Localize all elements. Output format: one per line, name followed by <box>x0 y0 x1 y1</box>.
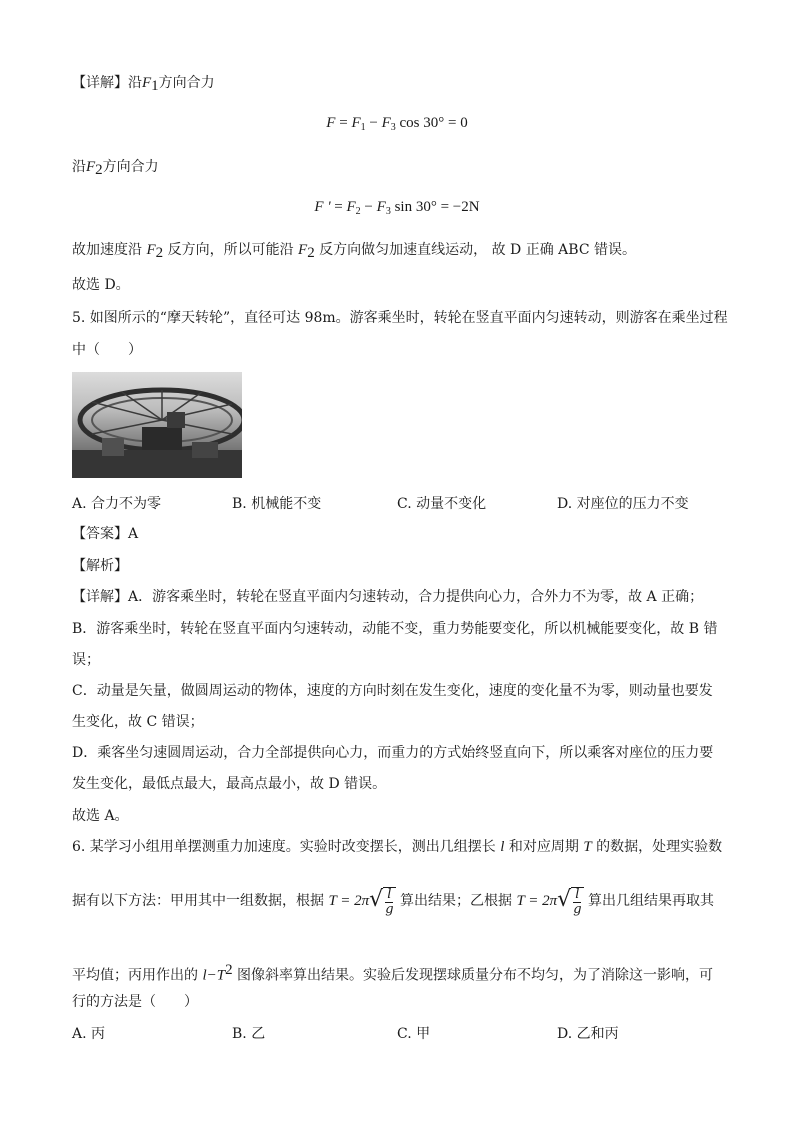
detail-label: 【详解】 <box>72 75 128 91</box>
q5-detail-line-4: C．动量是矢量，做圆周运动的物体，速度的方向时刻在发生变化，速度的变化量不为零，则动量也要发 <box>72 683 713 699</box>
detail-line-1: 【详解】沿$F_1$方向合力 <box>72 75 215 94</box>
question-6-line-3: 平均值；丙用作出的 $l-T^2$ 图像斜率算出结果。实验后发现摆球质量分布不均匀，为了消除这一影响，可 <box>72 962 714 984</box>
q5-detail-line-1: 【详解】A．游客乘坐时，转轮在竖直平面内匀速转动，合力提供向心力，合外力不为零，故 A 正确； <box>72 589 704 605</box>
pendulum-formula-2: T = 2π <box>516 893 558 909</box>
q5-detail-line-7: 发生变化，最低点最大，最高点最小，故 D 错误。 <box>72 776 387 792</box>
detail-line-3: 故加速度沿 $F_2$ 反方向，所以可能沿 $F_2$ 反方向做匀加速直线运动， 故 D 正确 ABC 错误。 <box>72 242 636 261</box>
question-6-line-1: 6. 某学习小组用单摆测重力加速度。实验时改变摆长，测出几组摆长 l 和对应周期 T 的数据，处理实验数 <box>72 839 723 855</box>
equation-2: F ' = $F_2 - F_3$ sin 30° = −2N <box>314 199 480 217</box>
question-6-line-2: 据有以下方法：甲用其中一组数据，根据 T = 2π√ $\frac{l}{g}$ 算出结果；乙根据 T = 2π√ $\frac{l}{g}$ 算出几组结果再取其 <box>72 880 714 922</box>
q5-option-c[interactable]: C. 动量不变化 <box>397 496 487 512</box>
q5-detail-line-6: D．乘客坐匀速圆周运动，合力全部提供向心力，而重力的方式始终竖直向下，所以乘客对座位的压力要 <box>72 745 714 761</box>
detail-label: 【详解】 <box>72 589 128 605</box>
ferris-wheel-photo <box>72 372 242 478</box>
q5-option-d[interactable]: D. 对座位的压力不变 <box>557 496 689 512</box>
equation-1: $F = F_1 - F_3$ cos 30° = 0 <box>326 115 468 133</box>
q6-option-c[interactable]: C. 甲 <box>397 1026 431 1042</box>
q5-option-b[interactable]: B. 机械能不变 <box>232 496 322 512</box>
q5-answer <box>72 524 138 544</box>
sqrt-1: √ $\frac{l}{g}$ <box>369 887 394 917</box>
q6-option-b[interactable]: B. 乙 <box>232 1026 266 1042</box>
answer-value: A <box>128 526 139 542</box>
question-5-line-1: 5. 如图所示的“摩天转轮”，直径可达 98m。游客乘坐时，转轮在竖直平面内匀速转动，则游客在乘坐过程 <box>72 310 728 326</box>
detail-line-2: 沿$F_2$方向合力 <box>72 159 159 178</box>
ferris-wheel-image <box>72 372 242 478</box>
q5-option-a[interactable]: A. 合力不为零 <box>72 496 162 512</box>
question-6-line-4: 行的方法是（ ） <box>72 994 198 1010</box>
q5-conclusion: 故选 A。 <box>72 808 129 824</box>
q6-option-d[interactable]: D. 乙和丙 <box>557 1026 619 1042</box>
q5-detail-line-5: 生变化，故 C 错误； <box>72 714 204 730</box>
sqrt-2: √ $\frac{l}{g}$ <box>557 887 582 917</box>
answer-label: 【答案】 <box>72 526 128 542</box>
q6-option-a[interactable]: A. 丙 <box>72 1026 106 1042</box>
conclusion-4: 故选 D。 <box>72 277 130 293</box>
q5-detail-line-3: 误； <box>72 652 100 668</box>
pendulum-formula-1: T = 2π <box>328 893 370 909</box>
q5-detail-line-2: B．游客乘坐时，转轮在竖直平面内匀速转动，动能不变，重力势能要变化，所以机械能要变化，故 B 错 <box>72 621 718 637</box>
q5-analysis-label: 【解析】 <box>72 558 128 574</box>
question-5-line-2: 中（ ） <box>72 342 142 358</box>
